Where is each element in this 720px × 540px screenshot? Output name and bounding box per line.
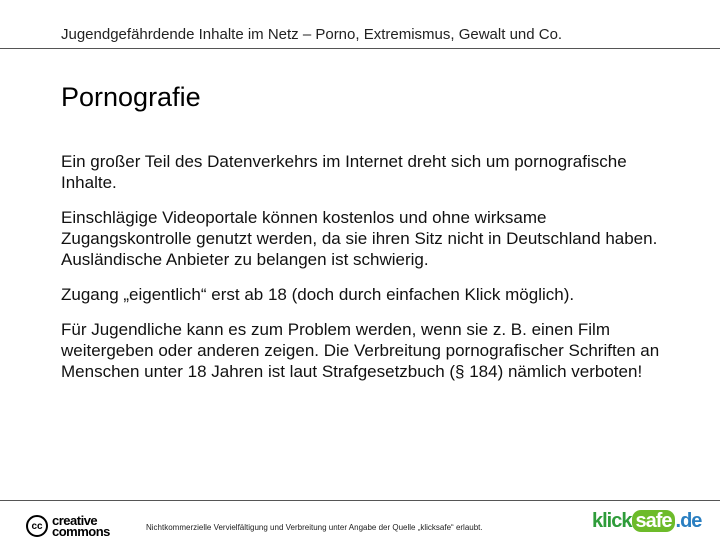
- cc-icon: cc: [26, 515, 48, 537]
- paragraph-video-portals: Einschlägige Videoportale können kostenlos und ohne wirksame Zugangskontrolle genutzt werden, da sie ihren Sitz nicht in Deutschland haben. Ausländische Anbieter zu belangen ist schwierig.: [61, 208, 658, 269]
- cc-line-creative: creative: [52, 513, 98, 528]
- klicksafe-logo: [592, 510, 701, 533]
- slide-header-title: Jugendgefährdende Inhalte im Netz – Porno, Extremismus, Gewalt und Co.: [61, 26, 563, 43]
- paragraph-legal: Für Jugendliche kann es zum Problem werden, wenn sie z. B. einen Film weitergeben oder anderen zeigen. Die Verbreitung pornografischer Schriften an Menschen unter 18 Jahren ist laut Strafgesetzbuch (§ 184) nämlich verboten!: [61, 320, 660, 381]
- cc-line-commons: commons: [52, 524, 110, 539]
- logo-safe: safe: [632, 510, 674, 532]
- logo-de: .de: [675, 510, 702, 532]
- license-note: Nichtkommerzielle Vervielfältigung und Verbreitung unter Angabe der Quelle „klicksafe“ erlaubt.: [146, 523, 483, 532]
- logo-klick: klick: [592, 510, 632, 532]
- paragraph-access: Zugang „eigentlich“ erst ab 18 (doch durch einfachen Klick möglich).: [61, 285, 575, 304]
- slide-body: [61, 151, 681, 396]
- creative-commons-logo: [26, 515, 110, 537]
- paragraph-traffic: Ein großer Teil des Datenverkehrs im Internet dreht sich um pornografische Inhalte.: [61, 152, 627, 192]
- slide-heading: Pornografie: [61, 82, 201, 112]
- header-divider: [0, 48, 720, 49]
- footer-divider: [0, 500, 720, 501]
